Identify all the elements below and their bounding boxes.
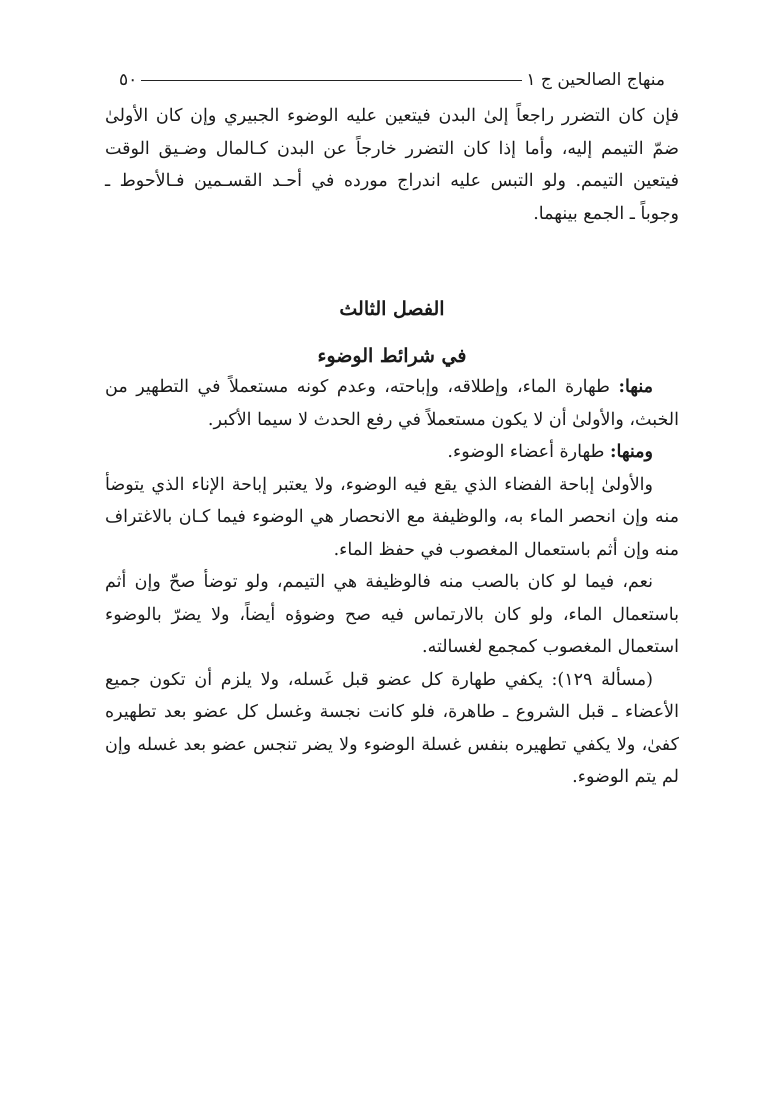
paragraph-conditions-2 (105, 436, 679, 469)
running-header (105, 60, 679, 100)
book-title: منهاج الصالحين ج ١ (526, 70, 665, 90)
paragraph-space-permission: والأولىٰ إباحة الفضاء الذي يقع فيه الوضوء، ولا يعتبر إباحة الإناء الذي يتوضأ منه وإن انحصر الماء به، والوظيفة مع الانحصار هي الوضوء فيما كـان بالاغتراف منه وإن أثم باستعمال المغصوب في حفظ الماء. (105, 474, 679, 560)
page-content (105, 60, 679, 794)
paragraph-lead: منها: (618, 377, 653, 397)
paragraph-lead: ومنها: (610, 442, 653, 462)
paragraph-text: طهارة أعضاء الوضوء. (447, 442, 611, 462)
chapter-title: الفصل الثالث (339, 298, 445, 320)
chapter-subtitle: في شرائط الوضوء (317, 345, 467, 367)
paragraph-conditions-1 (105, 371, 679, 436)
paragraph-issue-129: (مسألة ١٢٩): يكفي طهارة كل عضو قبل غَسله، ولا يلزم أن تكون جميع الأعضاء ـ قبل الشروع ـ طاهرة، فلو كانت نجسة وغسل كل عضو بعد تطهيره كفىٰ، ولا يكفي تطهيره بنفس غسلة الوضوء ولا يضر تنجس عضو بعد غسله وإن لم يتم الوضوء. (105, 669, 679, 787)
intro-paragraph: فإن كان التضرر راجعاً إلىٰ البدن فيتعين عليه الوضوء الجبيري وإن كان الأولىٰ ضمّ التيمم إليه، وأما إذا كان التضرر خارجاً عن البدن كـالمال وضـيق الوقت فيتعين التيمم. ولو التبس عليه اندراج مورده في أحـد القسـمين فـالأحوط ـ وجوباً ـ الجمع بينهما. (105, 106, 679, 224)
paragraph-text: طهارة الماء، وإطلاقه، وإباحته، وعدم كونه مستعملاً في التطهير من الخبث، والأولىٰ أن لا يكون مستعملاً في رفع الحدث لا سيما الأكبر. (105, 377, 679, 430)
page-number: ٥٠ (119, 70, 138, 90)
paragraph-pouring: نعم، فيما لو كان بالصب منه فالوظيفة هي التيمم، ولو توضأ صحّ وإن أثم باستعمال الماء، ولو كان بالارتماس فيه صح وضوؤه أيضاً، ولا يضرّ بالوضوء استعمال المغصوب كمجمع لغسالته. (105, 572, 679, 657)
header-rule (141, 80, 522, 81)
